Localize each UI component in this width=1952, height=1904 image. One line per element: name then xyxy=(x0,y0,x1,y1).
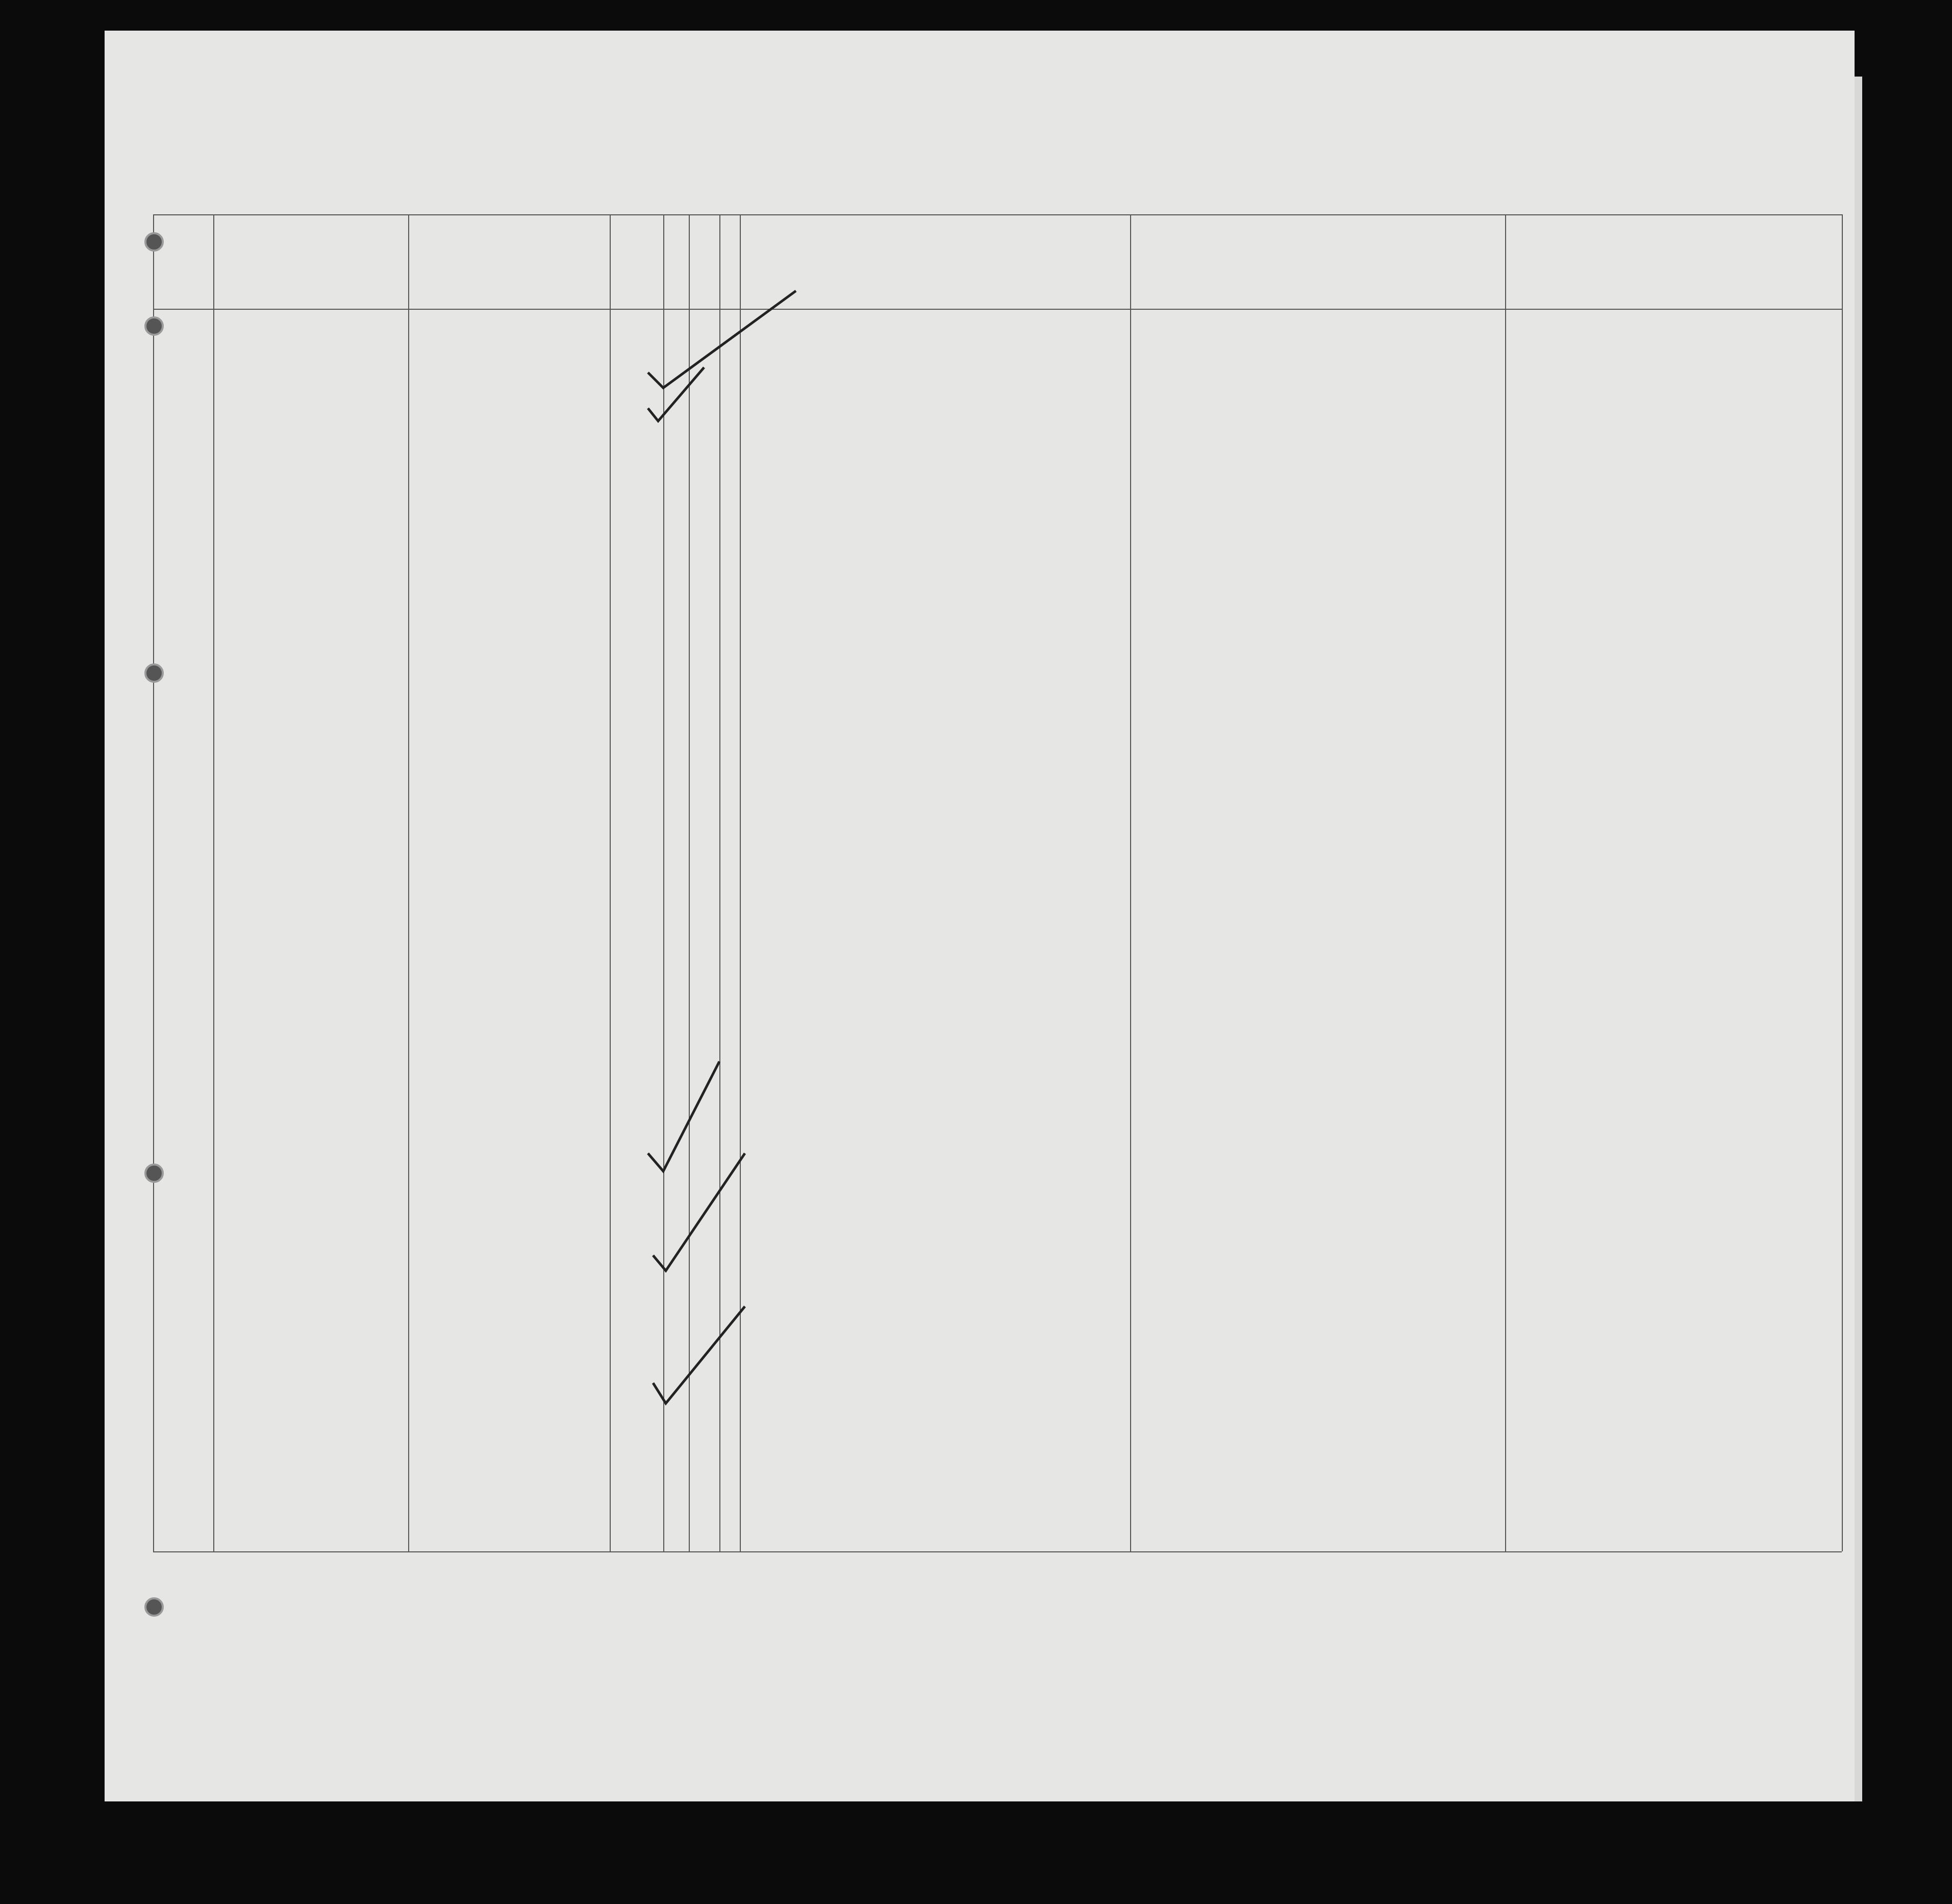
citizens-table xyxy=(153,214,1842,1551)
punch-hole xyxy=(144,316,164,336)
check-marks xyxy=(643,286,806,1511)
punch-hole xyxy=(144,663,164,683)
punch-hole xyxy=(144,232,164,252)
punch-hole xyxy=(144,1164,164,1183)
punch-hole xyxy=(144,1597,164,1617)
